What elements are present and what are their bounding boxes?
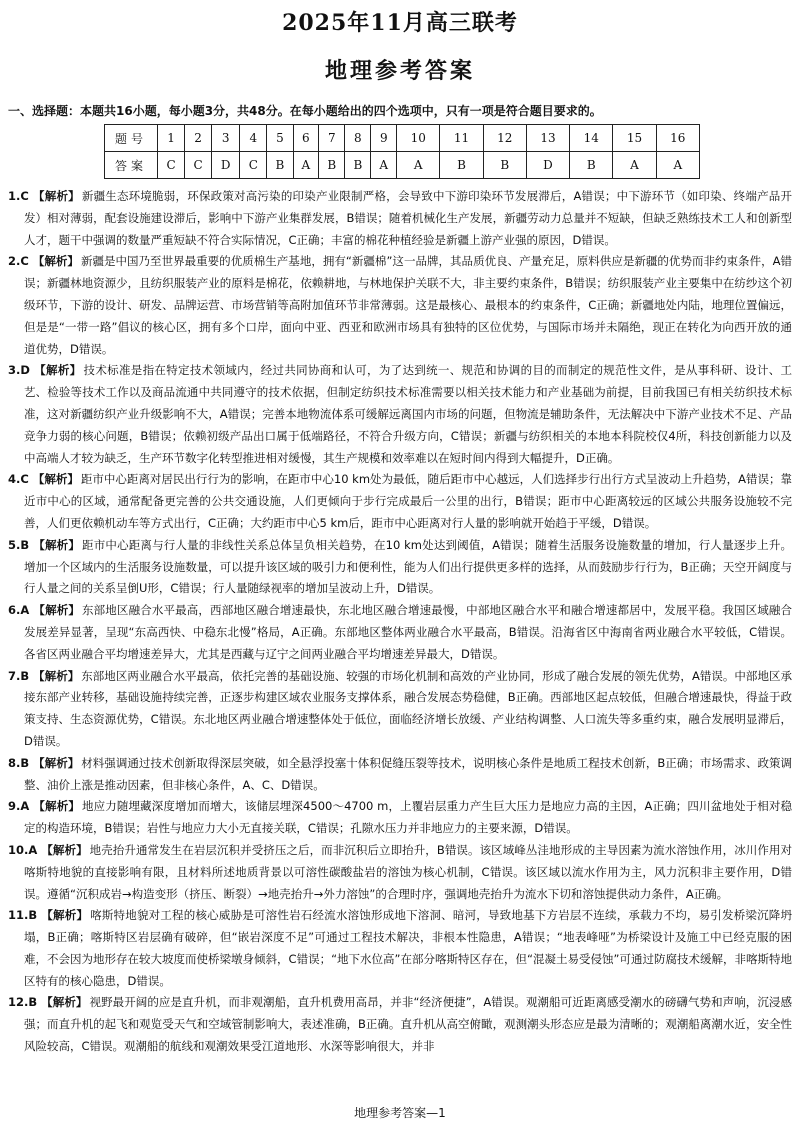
explanation-text: 东部地区融合水平最高，西部地区融合增速最快，东北地区融合增速最慢，中部地区融合水平和融合增速都居中，发展平稳。我国区域融合发展差异显著，呈现“东高西快、中稳东北慢”格局，A正确。东部地区整体两业融合水平最高，B错误。沿海省区中海南省两业融合水平较低，C错误。各省区两业融合平均增速差异大，尤其是西藏与辽宁之间两业融合平均增速差异最大，D错误。 xyxy=(24,603,793,661)
answer-cell: B xyxy=(319,152,345,179)
explanation-item xyxy=(8,666,792,753)
explanation-text: 材料强调通过技术创新取得深层突破，如全悬浮投塞十体积促缝压裂等技术，说明核心条件是地质工程技术创新，B正确；市场需求、政策调整、油价上涨是推动因素，但非核心条件，A、C、D错误。 xyxy=(24,755,793,792)
explanation-text: 地应力随埋藏深度增加而增大，该储层埋深4500～4700 m，上覆岩层重力产生巨大压力是地应力高的主因，A正确；四川盆地处于相对稳定的构造环境，B错误；岩性与地应力大小无直接关联，C错误；孔隙水压力并非地应力的主要来源，D错误。 xyxy=(24,799,792,836)
explanation-text: 东部地区两业融合水平最高，依托完善的基础设施、较强的市场化机制和高效的产业协同，形成了融合发展的领先优势，A错误。中部地区承接东部产业转移，基础设施持续完善，正逐步构建区域农业服务支撑体系，融合发展态势稳健，B正确。西部地区起点较低，但融合增速最快，得益于政策支持、生态资源优势，C错误。东北地区两业融合增速整体处于低位，面临经济增长放缓、产业结构调整、人口流失等多重约束，融合发展明显滞后，D错误。 xyxy=(24,668,792,748)
row-label-number: 题号 xyxy=(105,125,158,152)
answer-cell: B xyxy=(267,152,293,179)
answer-letter: B xyxy=(28,908,38,923)
question-number-cell: 4 xyxy=(240,125,267,152)
answer-cell: A xyxy=(397,152,440,179)
question-number: 9. xyxy=(8,799,21,814)
analysis-tag: 【解析】 xyxy=(33,537,81,552)
explanation-item xyxy=(8,186,792,251)
question-number: 11. xyxy=(8,908,29,923)
question-number-cell: 2 xyxy=(185,125,212,152)
question-number-cell: 9 xyxy=(371,125,397,152)
question-number: 12. xyxy=(8,995,29,1010)
explanation-item xyxy=(8,535,792,600)
analysis-tag: 【解析】 xyxy=(41,908,89,923)
explanation-item xyxy=(8,600,792,665)
question-number-cell: 10 xyxy=(397,125,440,152)
question-number: 2. xyxy=(8,254,21,269)
question-number-cell: 14 xyxy=(570,125,613,152)
answer-letter: C xyxy=(20,254,29,269)
question-number-cell: 5 xyxy=(267,125,293,152)
analysis-tag: 【解析】 xyxy=(33,603,80,618)
explanation-text: 技术标准是指在特定技术领域内，经过共同协商和认可，为了达到统一、规范和协调的目的而制定的规范性文件，是从事科研、设计、工艺、检验等技术工作以及商品流通中共同遵守的技术依据，但制定纺织技术标准需要以相关技术能力和产业基础为前提，目前我国已有相关纺织技术标准，这对新疆纺织产业升级影响不大，A错误；完善本地物流体系可缓解远离国内市场的问题，但物流是辅助条件，无法解决中下游产业技术不足、产品竞争力弱的核心问题，B错误；依赖初级产品出口属于低端路径，不符合升级方向，C错误；新疆与纺织相关的本地本科院校仅4所，科技创新能力以及中高端人才较为缺乏，生产环节数字化转型推进相对缓慢，其生产规模和效率难以在短时间内得到大幅提升，D正确。 xyxy=(24,363,793,465)
answer-cell: A xyxy=(371,152,397,179)
answer-letter: B xyxy=(20,755,30,770)
section-heading: 一、选择题：本题共16小题，每小题3分，共48分。在每小题给出的四个选项中，只有一项是符合题目要求的。 xyxy=(8,104,602,118)
question-number: 8. xyxy=(8,755,21,770)
analysis-tag: 【解析】 xyxy=(33,755,80,770)
answer-row xyxy=(105,152,700,179)
question-number-cell: 12 xyxy=(483,125,526,152)
question-number: 4. xyxy=(8,472,21,487)
answer-letter: C xyxy=(20,472,29,487)
answer-cell: B xyxy=(345,152,371,179)
answer-letter: B xyxy=(28,995,38,1010)
question-number: 10. xyxy=(8,842,29,857)
answer-letter: A xyxy=(28,842,38,857)
answer-letter: B xyxy=(20,537,30,552)
explanation-text: 喀斯特地貌对工程的核心威胁是可溶性岩石经流水溶蚀形成地下溶洞、暗河，导致地基下方岩层不连续，承载力不均，易引发桥梁沉降坍塌，B正确；喀斯特区岩层确有破碎，但“嵌岩深度不足”可通过工程技术解决，非根本性隐患，A错误；“地表峰哑”为桥梁设计及施工中已经克服的困难，不会因为地形存在较大坡度而使桥梁墩身倾斜，C错误；“地下水位高”在部分喀斯特区存在，但“混凝土易受侵蚀”可通过防腐技术缓解，非喀斯特地区特有的核心隐患，D错误。 xyxy=(24,908,793,988)
answer-cell: A xyxy=(613,152,656,179)
explanation-item xyxy=(8,469,792,534)
question-number: 5. xyxy=(8,537,21,552)
explanations-list xyxy=(8,186,792,1058)
question-number: 3. xyxy=(8,363,21,378)
row-label-answer: 答案 xyxy=(105,152,158,179)
explanation-text: 新疆是中国乃至世界最重要的优质棉生产基地，拥有“新疆棉”这一品牌，其品质优良、产量充足，原料供应是新疆的优势而非约束条件，A错误；新疆林地资源少，且纺织服装产业的原料是棉花，依赖耕地，与林地保护关联不大，非主要约束条件，B错误；纺织服装产业主要集中在纺纱这个初级环节，下游的设计、研发、品牌运营、市场营销等高附加值环节非常薄弱。这是最核心、最根本的约束条件，C正确；新疆地处内陆，地理位置偏远，但是是“一带一路”倡议的核心区，拥有多个口岸，面向中亚、西亚和欧洲市场具有独特的区位优势，与国际市场并未隔绝，现正在转化为向西开放的通道优势，D错误。 xyxy=(24,254,792,356)
answer-cell: C xyxy=(185,152,212,179)
question-number-cell: 1 xyxy=(158,125,185,152)
answer-letter: A xyxy=(20,603,30,618)
explanation-text: 视野最开阔的应是直升机，而非观潮船，直升机费用高昂，并非“经济便捷”，A错误。观潮船可近距离感受潮水的磅礴气势和声响，沉浸感强；而直升机的起飞和观览受天气和空域管制影响大，表述准确，B正确。直升机从高空俯瞰，观测潮头形态应是最为清晰的；观潮船离潮水近，安全性风险较高，C错误。观潮船的航线和观潮效果受江道地形、水深等影响很大，并非 xyxy=(24,995,793,1054)
analysis-tag: 【解析】 xyxy=(41,995,88,1010)
question-number-cell: 13 xyxy=(526,125,569,152)
question-number-cell: 8 xyxy=(345,125,371,152)
question-number: 7. xyxy=(8,668,21,683)
answer-table xyxy=(104,124,700,179)
analysis-tag: 【解析】 xyxy=(33,799,80,814)
question-number-cell: 7 xyxy=(319,125,345,152)
explanation-text: 距市中心距离对居民出行行为的影响，在距市中心10 km处为最低，随后距市中心越远，人们选择步行出行方式呈波动上升趋势，A错误；靠近市中心的区域，通常配备更完善的公共交通设施，人们更倾向于步行完成最后一公里的出行，B错误；距市中心距离较远的区域公共服务设施较不完善，人们更依赖机动车等方式出行，C正确；大约距市中心5 km后，距市中心距离对行人量的影响就开始趋于平缓，D错误。 xyxy=(24,472,792,530)
analysis-tag: 【解析】 xyxy=(33,363,82,378)
answer-cell: A xyxy=(656,152,699,179)
explanation-item xyxy=(8,992,792,1057)
analysis-tag: 【解析】 xyxy=(32,189,80,203)
analysis-tag: 【解析】 xyxy=(32,472,79,487)
explanation-item xyxy=(8,905,792,992)
question-number: 1. xyxy=(8,189,21,203)
page-footer: 地理参考答案—1 xyxy=(354,1106,446,1120)
answer-letter: D xyxy=(20,363,30,378)
answer-cell: A xyxy=(293,152,319,179)
answer-cell: C xyxy=(240,152,267,179)
explanation-item xyxy=(8,753,792,797)
explanation-text: 距市中心距离与行人量的非线性关系总体呈负相关趋势，在10 km处达到阈值，A错误；随着生活服务设施数量的增加，行人量逐步上升。增加一个区域内的生活服务设施数量，可以提升该区域的吸引力和便利性，能为人们出行提供更多样的选择，从而鼓励步行行为，B正确；天空开阔度与行人量之间的关系呈倒U形，C错误；行人量随绿视率的增加呈波动上升，D错误。 xyxy=(24,537,792,596)
explanation-item xyxy=(8,360,792,469)
answer-cell: D xyxy=(212,152,240,179)
answer-cell: B xyxy=(483,152,526,179)
question-number-cell: 16 xyxy=(656,125,699,152)
analysis-tag: 【解析】 xyxy=(32,254,79,269)
answer-cell: B xyxy=(570,152,613,179)
explanation-item xyxy=(8,796,792,840)
answer-letter: C xyxy=(20,189,29,203)
answer-cell: C xyxy=(158,152,185,179)
answer-letter: B xyxy=(20,668,30,683)
question-number-cell: 3 xyxy=(212,125,240,152)
explanation-item xyxy=(8,251,792,360)
explanation-text: 新疆生态环境脆弱，环保政策对高污染的印染产业限制严格，会导致中下游印染环节发展滞后，A错误；中下游环节（如印染、终端产品开发）相对薄弱，配套设施建设滞后，影响中下游产业集群发展，B错误；随着机械化生产发展，新疆劳动力总量并不短缺，但缺乏熟练技术工人和创新型人才，题干中强调的数量严重短缺不符合实际情况，C正确；丰富的棉花种植经验是新疆上游产业强的原因，D错误。 xyxy=(24,189,792,247)
analysis-tag: 【解析】 xyxy=(33,668,80,683)
question-number-cell: 6 xyxy=(293,125,319,152)
question-number-cell: 15 xyxy=(613,125,656,152)
explanation-text: 地壳抬升通常发生在岩层沉积并受挤压之后，而非沉积后立即抬升，B错误。该区域峰丛洼地形成的主导因素为流水溶蚀作用，冰川作用对喀斯特地貌的直接影响有限，且材料所述地质背景以可溶性碳酸盐岩的溶蚀为核心机制，C错误。该区域以流水作用为主，风力沉积非主要作用，D错误。遵循“沉积成岩→构造变形（挤压、断裂）→地壳抬升→外力溶蚀”的合理时序，强调地壳抬升为流水下切和溶蚀提供动力条件，A正确。 xyxy=(24,842,792,901)
question-number: 6. xyxy=(8,603,21,618)
answer-cell: B xyxy=(440,152,483,179)
analysis-tag: 【解析】 xyxy=(41,842,88,857)
exam-title: 2025年11月高三联考 xyxy=(282,10,518,36)
question-number-row xyxy=(105,125,700,152)
document-title: 地理参考答案 xyxy=(324,59,475,84)
answer-cell: D xyxy=(526,152,569,179)
explanation-item xyxy=(8,840,792,905)
question-number-cell: 11 xyxy=(440,125,483,152)
answer-letter: A xyxy=(20,799,30,814)
